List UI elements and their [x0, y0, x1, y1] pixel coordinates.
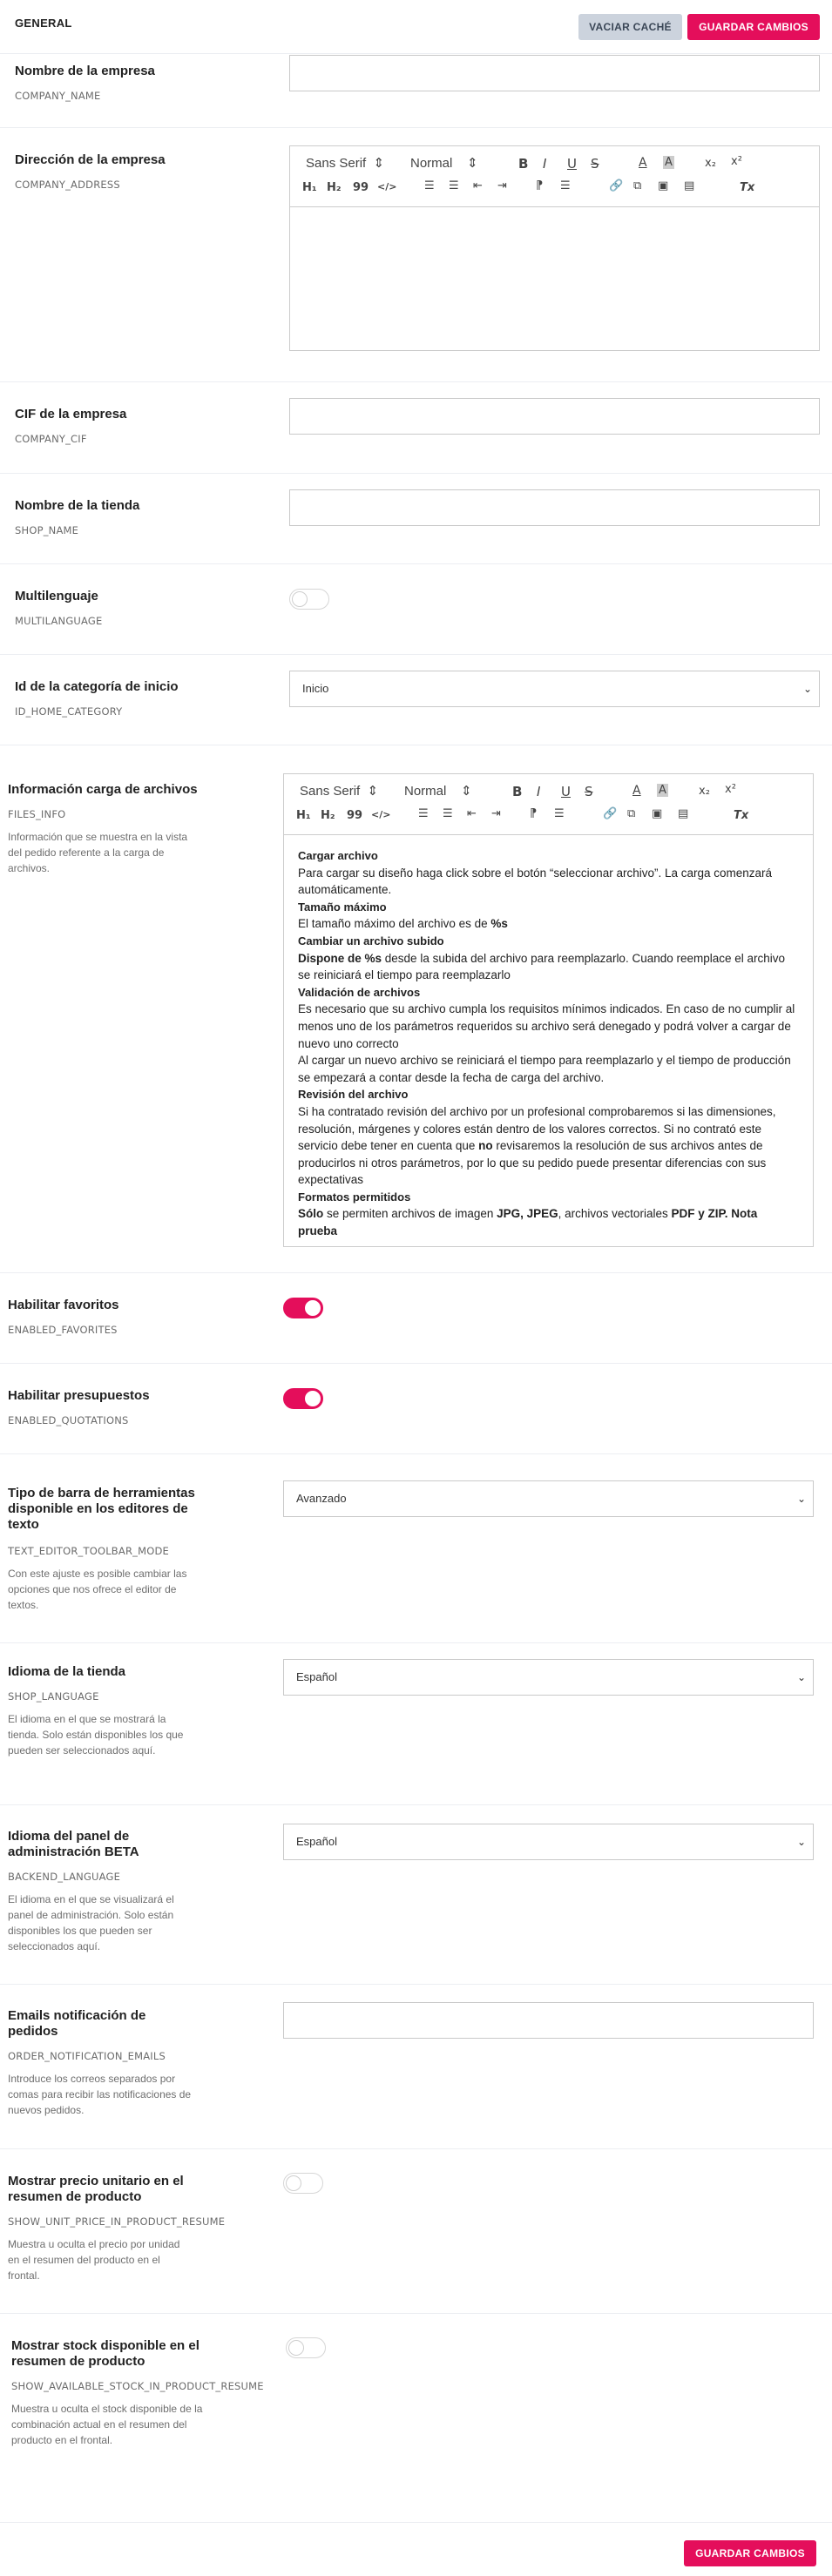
image-icon[interactable]: ▣: [652, 807, 663, 820]
link-icon[interactable]: 🔗: [609, 179, 624, 192]
unit-price-toggle[interactable]: [283, 2173, 323, 2194]
field-label: Mostrar stock disponible en el resumen de producto: [11, 2338, 200, 2369]
row-enabled-favorites: [0, 1273, 832, 1364]
video-icon[interactable]: ▤: [684, 179, 695, 192]
superscript-icon[interactable]: x²: [725, 783, 736, 796]
row-home-category: [0, 655, 832, 745]
align-icon[interactable]: ☰: [560, 179, 571, 192]
indent-decrease-icon[interactable]: ⇤: [467, 807, 477, 820]
blockquote-icon[interactable]: 99: [347, 809, 363, 822]
superscript-icon[interactable]: x²: [731, 155, 742, 168]
chevron-down-icon: ⌄: [796, 1836, 806, 1848]
content-paragraph: Dispone de %s desde la subida del archivo para reemplazarlo. Cuando reemplace el archivo se reiniciará el tiempo para reemplazarlo: [298, 951, 786, 982]
font-dropdown[interactable]: Sans Serif ⇕: [300, 784, 379, 799]
field-label: Id de la categoría de inicio: [15, 679, 179, 694]
field-label: Emails notificación de pedidos: [8, 2008, 146, 2039]
text-direction-icon[interactable]: ⁋: [536, 179, 544, 192]
field-label: Habilitar favoritos: [8, 1298, 119, 1312]
text-color-icon[interactable]: A: [632, 784, 641, 798]
editor-toolbar: [290, 146, 819, 207]
field-label: Nombre de la empresa: [15, 64, 155, 78]
row-company-address: [0, 128, 832, 382]
company-cif-input[interactable]: [289, 398, 820, 435]
field-key: COMPANY_CIF: [15, 433, 87, 445]
field-description: Con este ajuste es posible cambiar las opciones que nos ofrece el editor de textos.: [8, 1568, 187, 1611]
editor-content[interactable]: [284, 835, 813, 1252]
multilanguage-toggle[interactable]: [289, 589, 329, 610]
bullet-list-icon[interactable]: ☰: [449, 179, 459, 192]
content-heading: Revisión del archivo: [298, 1088, 409, 1102]
heading2-icon[interactable]: H₂: [327, 181, 342, 194]
row-shop-name: [0, 474, 832, 564]
field-label: Nombre de la tienda: [15, 498, 140, 513]
field-key: BACKEND_LANGUAGE: [8, 1871, 121, 1883]
row-available-stock: [0, 2314, 832, 2523]
chevron-down-icon: ⌄: [796, 1671, 806, 1683]
content-paragraph: Para cargar su diseño haga click sobre el botón “seleccionar archivo”. La carga comenzará automáticamente.: [298, 866, 773, 897]
clear-format-icon[interactable]: Tx: [740, 181, 755, 194]
field-key: SHOP_LANGUAGE: [8, 1690, 99, 1703]
row-backend-language: [0, 1805, 832, 1985]
row-files-info: [0, 745, 832, 1273]
heading1-icon[interactable]: H₁: [296, 809, 311, 822]
content-paragraph: Si ha contratado revisión del archivo por un profesional comprobaremos si las dimensiones, resolución, márgenes y colores están dentro de los valores correctos. Si no contrató este servicio debe tener en cuenta que no revisaremos la resolución de sus archivos antes de producirlos ni otros parámetros, por lo que su pedido puede presentar diferencias con sus expectativas: [298, 1104, 776, 1187]
shop-name-input[interactable]: [289, 489, 820, 526]
field-label: Dirección de la empresa: [15, 152, 166, 167]
field-label: Información carga de archivos: [8, 782, 198, 797]
editor-toolbar: [284, 774, 813, 835]
strike-icon[interactable]: S: [591, 156, 599, 172]
image-icon[interactable]: ▣: [658, 179, 669, 192]
link-icon[interactable]: 🔗: [603, 807, 618, 820]
row-company-name: [0, 54, 832, 128]
subscript-icon[interactable]: x₂: [699, 785, 710, 798]
save-button[interactable]: GUARDAR CAMBIOS: [687, 14, 820, 40]
content-paragraph: Al cargar un nuevo archivo se reiniciará el tiempo para reemplazarlo y el tiempo de producción se empezará a contar desde la fecha de carga del archivo.: [298, 1054, 791, 1084]
subscript-icon[interactable]: x₂: [705, 157, 716, 170]
underline-icon[interactable]: U: [561, 784, 571, 799]
ordered-list-icon[interactable]: ☰: [424, 179, 435, 192]
field-key: MULTILANGUAGE: [15, 615, 103, 627]
indent-decrease-icon[interactable]: ⇤: [473, 179, 483, 192]
field-label: CIF de la empresa: [15, 407, 127, 421]
content-paragraph: Es necesario que su archivo cumpla los requisitos mínimos indicados. En caso de no cumplir al menos uno de los parámetros requeridos su archivo será denegado y podrá volver a cargar de nuevo uno correcto: [298, 1002, 795, 1050]
toolbar-mode-select[interactable]: Avanzado ⌄: [283, 1480, 814, 1517]
files-info-editor[interactable]: [283, 773, 814, 1247]
row-toolbar-mode: [0, 1454, 832, 1643]
heading2-icon[interactable]: H₂: [321, 809, 335, 822]
field-label: Idioma del panel de administración BETA: [8, 1829, 139, 1859]
backend-language-select[interactable]: Español ⌄: [283, 1824, 814, 1860]
embed-icon[interactable]: ⧉: [627, 807, 636, 820]
background-color-icon[interactable]: A: [659, 784, 666, 797]
underline-icon[interactable]: U: [567, 156, 577, 172]
heading1-icon[interactable]: H₁: [302, 181, 317, 194]
bold-icon[interactable]: B: [512, 784, 523, 799]
chevron-down-icon: ⌄: [802, 683, 812, 695]
field-key: ENABLED_QUOTATIONS: [8, 1414, 129, 1426]
text-direction-icon[interactable]: ⁋: [530, 807, 538, 820]
field-key: SHOW_AVAILABLE_STOCK_IN_PRODUCT_RESUME: [11, 2380, 264, 2392]
content-heading: Tamaño máximo: [298, 900, 387, 914]
footer-save-button[interactable]: GUARDAR CAMBIOS: [684, 2540, 816, 2566]
italic-icon[interactable]: I: [537, 784, 541, 799]
field-label: Multilenguaje: [15, 589, 98, 604]
company-address-editor[interactable]: [289, 145, 820, 351]
text-color-icon[interactable]: A: [639, 156, 647, 170]
favorites-toggle[interactable]: [283, 1298, 323, 1318]
field-key: TEXT_EDITOR_TOOLBAR_MODE: [8, 1545, 169, 1557]
clear-cache-button[interactable]: VACIAR CACHÉ: [578, 14, 682, 40]
bold-icon[interactable]: B: [518, 156, 529, 172]
field-key: SHOP_NAME: [15, 524, 79, 536]
field-description: Muestra u oculta el precio por unidad en el resumen del producto en el frontal.: [8, 2238, 180, 2282]
align-icon[interactable]: ☰: [554, 807, 565, 820]
field-label: Idioma de la tienda: [8, 1664, 126, 1679]
indent-increase-icon[interactable]: ⇥: [491, 807, 501, 820]
field-key: COMPANY_NAME: [15, 90, 101, 102]
quotations-toggle[interactable]: [283, 1388, 323, 1409]
row-multilanguage: [0, 564, 832, 655]
field-label: Habilitar presupuestos: [8, 1388, 150, 1403]
row-unit-price: [0, 2149, 832, 2314]
field-description: Información que se muestra en la vista del pedido referente a la carga de archivos.: [8, 831, 188, 874]
ordered-list-icon[interactable]: ☰: [418, 807, 429, 820]
field-description: Muestra u oculta el stock disponible de la combinación actual en el resumen del producto en el frontal.: [11, 2403, 203, 2446]
field-label: Tipo de barra de herramientas disponible en los editores de texto: [8, 1486, 195, 1532]
order-emails-input[interactable]: [283, 2002, 814, 2039]
shop-language-select[interactable]: Español ⌄: [283, 1659, 814, 1696]
content-heading: Validación de archivos: [298, 985, 421, 999]
bullet-list-icon[interactable]: ☰: [443, 807, 453, 820]
row-shop-language: [0, 1643, 832, 1805]
field-description: El idioma en el que se visualizará el panel de administración. Solo están disponibles los que pueden ser seleccionados aquí.: [8, 1893, 174, 1952]
field-label: Mostrar precio unitario en el resumen de producto: [8, 2174, 184, 2204]
video-icon[interactable]: ▤: [678, 807, 689, 820]
size-dropdown[interactable]: Normal ⇕: [404, 784, 472, 799]
home-category-select[interactable]: Inicio ⌄: [289, 671, 820, 707]
indent-increase-icon[interactable]: ⇥: [497, 179, 507, 192]
code-icon[interactable]: </>: [371, 809, 391, 820]
content-heading: Cargar archivo: [298, 849, 378, 862]
row-enabled-quotations: [0, 1364, 832, 1454]
blockquote-icon[interactable]: 99: [353, 181, 369, 194]
font-dropdown[interactable]: Sans Serif ⇕: [306, 156, 385, 171]
top-bar: [0, 0, 832, 54]
field-description: Introduce los correos separados por comas para recibir las notificaciones de nuevos pedidos.: [8, 2073, 192, 2116]
field-key: SHOW_UNIT_PRICE_IN_PRODUCT_RESUME: [8, 2215, 226, 2228]
content-paragraph: El tamaño máximo del archivo es de %s: [298, 917, 508, 931]
section-title: GENERAL: [15, 17, 72, 30]
field-description: El idioma en el que se mostrará la tienda. Solo están disponibles los que pueden ser seleccionados aquí.: [8, 1713, 184, 1757]
field-key: ENABLED_FAVORITES: [8, 1324, 118, 1336]
row-company-cif: [0, 382, 832, 474]
size-dropdown[interactable]: Normal ⇕: [410, 156, 478, 171]
italic-icon[interactable]: I: [543, 156, 547, 172]
code-icon[interactable]: </>: [377, 181, 397, 192]
strike-icon[interactable]: S: [585, 784, 593, 799]
row-order-emails: [0, 1985, 832, 2149]
content-paragraph: Sólo se permiten archivos de imagen JPG, JPEG, archivos vectoriales PDF y ZIP. Nota prueba: [298, 1207, 758, 1238]
content-heading: Cambiar un archivo subido: [298, 934, 444, 947]
field-key: FILES_INFO: [8, 808, 66, 820]
field-key: ORDER_NOTIFICATION_EMAILS: [8, 2050, 166, 2062]
company-name-input[interactable]: [289, 55, 820, 91]
field-key: ID_HOME_CATEGORY: [15, 705, 123, 718]
field-key: COMPANY_ADDRESS: [15, 179, 120, 191]
available-stock-toggle[interactable]: [286, 2337, 326, 2358]
content-heading: Formatos permitidos: [298, 1190, 411, 1204]
background-color-icon[interactable]: A: [665, 156, 673, 169]
embed-icon[interactable]: ⧉: [633, 179, 642, 192]
clear-format-icon[interactable]: Tx: [734, 809, 749, 822]
chevron-down-icon: ⌄: [796, 1493, 806, 1505]
